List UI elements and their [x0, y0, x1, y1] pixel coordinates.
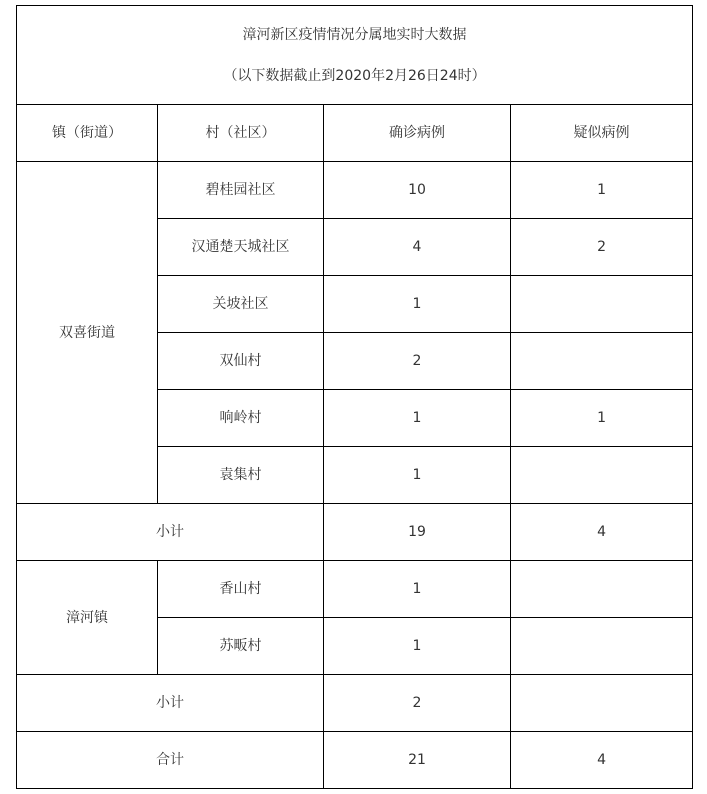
confirmed-cell: 10: [324, 162, 511, 219]
subtotal-row: [17, 504, 693, 561]
table-title-cell: [17, 6, 693, 105]
subtotal-label: 小计: [17, 504, 324, 561]
suspected-cell: 1: [511, 162, 693, 219]
suspected-cell: [511, 618, 693, 675]
header-village: 村（社区）: [158, 105, 324, 162]
table-subtitle: （以下数据截止到2020年2月26日24时）: [223, 67, 486, 84]
confirmed-cell: 2: [324, 333, 511, 390]
suspected-cell: [511, 333, 693, 390]
epidemic-data-table: [16, 5, 693, 789]
suspected-cell: 2: [511, 219, 693, 276]
table-row: [17, 561, 693, 618]
title-row: [17, 6, 693, 105]
village-cell: 响岭村: [158, 390, 324, 447]
suspected-cell: 1: [511, 390, 693, 447]
total-row: [17, 732, 693, 789]
village-cell: 关坡社区: [158, 276, 324, 333]
total-confirmed: 21: [324, 732, 511, 789]
subtotal-suspected: [511, 675, 693, 732]
header-suspected: 疑似病例: [511, 105, 693, 162]
suspected-cell: [511, 447, 693, 504]
suspected-cell: [511, 561, 693, 618]
subtotal-confirmed: 19: [324, 504, 511, 561]
village-cell: 袁集村: [158, 447, 324, 504]
village-cell: 碧桂园社区: [158, 162, 324, 219]
confirmed-cell: 4: [324, 219, 511, 276]
subtotal-suspected: 4: [511, 504, 693, 561]
subtotal-row: [17, 675, 693, 732]
header-town: 镇（街道）: [17, 105, 158, 162]
confirmed-cell: 1: [324, 561, 511, 618]
village-cell: 双仙村: [158, 333, 324, 390]
subtotal-confirmed: 2: [324, 675, 511, 732]
village-cell: 汉通楚天城社区: [158, 219, 324, 276]
confirmed-cell: 1: [324, 447, 511, 504]
town-cell: 漳河镇: [17, 561, 158, 675]
confirmed-cell: 1: [324, 390, 511, 447]
total-suspected: 4: [511, 732, 693, 789]
header-confirmed: 确诊病例: [324, 105, 511, 162]
confirmed-cell: 1: [324, 276, 511, 333]
confirmed-cell: 1: [324, 618, 511, 675]
header-row: [17, 105, 693, 162]
suspected-cell: [511, 276, 693, 333]
total-label: 合计: [17, 732, 324, 789]
village-cell: 香山村: [158, 561, 324, 618]
table-row: [17, 162, 693, 219]
table-title: 漳河新区疫情情况分属地实时大数据: [242, 26, 467, 43]
town-cell: 双喜街道: [17, 162, 158, 504]
subtotal-label: 小计: [17, 675, 324, 732]
village-cell: 苏畈村: [158, 618, 324, 675]
